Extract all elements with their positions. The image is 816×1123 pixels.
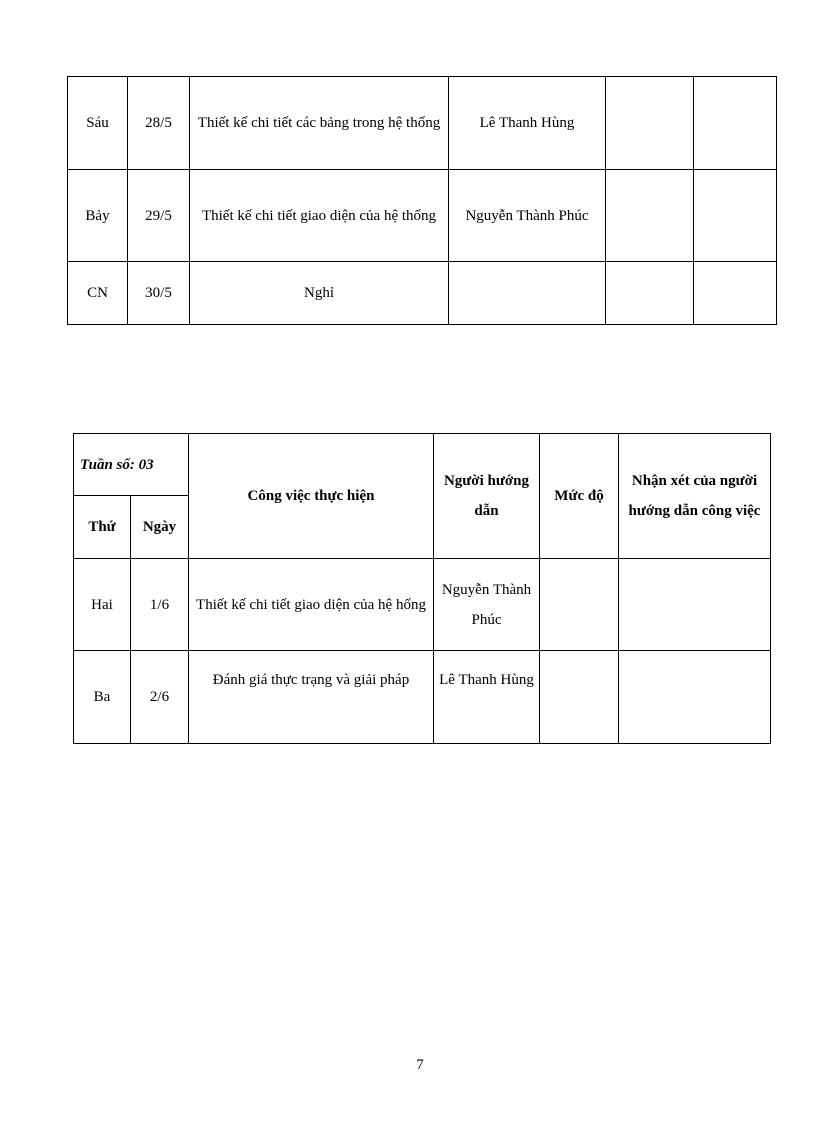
header-row — [74, 434, 771, 496]
task-cell: Nghỉ — [190, 262, 449, 325]
table-row — [74, 651, 771, 744]
mentor-cell: Nguyễn Thành Phúc — [449, 170, 606, 262]
level-cell — [606, 170, 694, 262]
schedule-table-week-2 — [67, 76, 777, 325]
task-column-header: Công việc thực hiện — [189, 434, 434, 559]
mentor-cell — [449, 262, 606, 325]
week-number-label: Tuần số: 03 — [74, 434, 189, 496]
date-cell: 30/5 — [128, 262, 190, 325]
date-cell: 28/5 — [128, 77, 190, 170]
table-row — [68, 262, 777, 325]
table-row — [68, 170, 777, 262]
comment-cell — [694, 262, 777, 325]
day-cell: Ba — [74, 651, 131, 744]
page-number: 7 — [416, 1057, 424, 1073]
day-column-header: Thứ — [74, 496, 131, 559]
date-cell: 29/5 — [128, 170, 190, 262]
level-cell — [540, 559, 619, 651]
comment-cell — [619, 651, 771, 744]
mentor-column-header: Người hướng dẫn — [434, 434, 540, 559]
comment-cell — [694, 77, 777, 170]
day-cell: Bảy — [68, 170, 128, 262]
level-cell — [540, 651, 619, 744]
schedule-table-week-3 — [73, 433, 771, 744]
day-cell: Hai — [74, 559, 131, 651]
day-cell: CN — [68, 262, 128, 325]
task-cell: Đánh giá thực trạng và giải pháp — [189, 651, 434, 744]
comment-cell — [619, 559, 771, 651]
comment-cell — [694, 170, 777, 262]
mentor-cell: Nguyễn Thành Phúc — [434, 559, 540, 651]
task-cell: Thiết kế chi tiết giao diện của hệ thống — [190, 170, 449, 262]
comment-column-header: Nhận xét của người hướng dẫn công việc — [619, 434, 771, 559]
date-cell: 1/6 — [131, 559, 189, 651]
mentor-cell: Lê Thanh Hùng — [449, 77, 606, 170]
task-cell: Thiết kế chi tiết giao diện của hệ hống — [189, 559, 434, 651]
table-row — [74, 559, 771, 651]
table-row — [68, 77, 777, 170]
date-column-header: Ngày — [131, 496, 189, 559]
date-cell: 2/6 — [131, 651, 189, 744]
level-cell — [606, 77, 694, 170]
task-cell: Thiết kế chi tiết các bảng trong hệ thống — [190, 77, 449, 170]
mentor-cell: Lê Thanh Hùng — [434, 651, 540, 744]
level-column-header: Mức độ — [540, 434, 619, 559]
level-cell — [606, 262, 694, 325]
day-cell: Sáu — [68, 77, 128, 170]
